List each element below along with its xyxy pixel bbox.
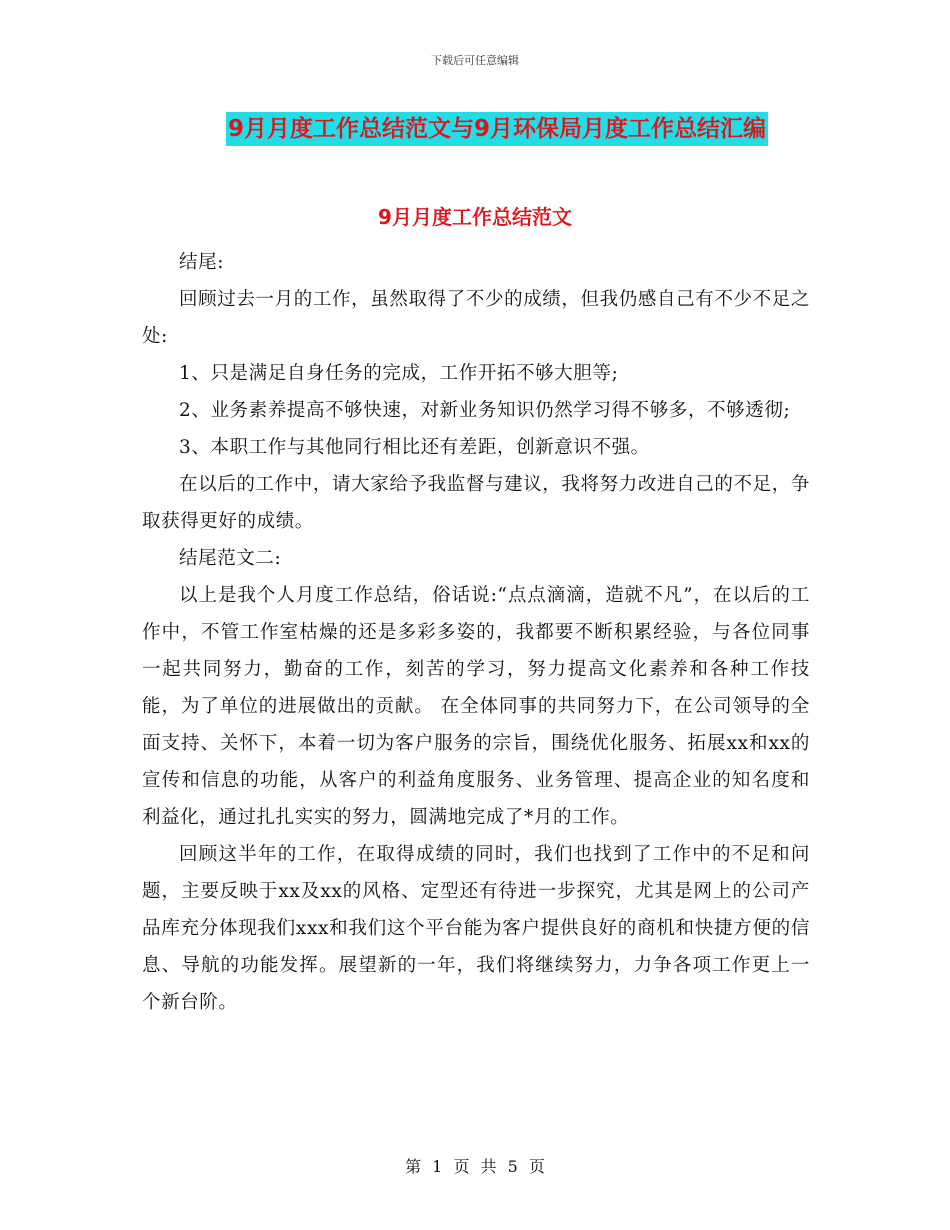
- section-title: 9月月度工作总结范文: [378, 205, 572, 229]
- paragraph-review: 回顾过去一月的工作，虽然取得了不少的成绩，但我仍感自己有不少不足之处:: [142, 289, 810, 347]
- paragraph-half-year-review: 回顾这半年的工作，在取得成绩的同时，我们也找到了工作中的不足和问题，主要反映于xx及xx的风格、定型还有待进一步探究，尤其是网上的公司产品库充分体现我们xxx和我们这个平台能为客户提供良好的商机和快捷方便的信息、导航的功能发挥。展望新的一年，我们将继续努力，力争各项工作更上一个新台阶。: [142, 844, 810, 1013]
- page-number-footer: 第 1 页 共 5 页: [405, 1157, 545, 1176]
- document-title-container: [0, 112, 950, 146]
- paragraph-point-2: 2、业务素养提高不够快速，对新业务知识仍然学习得不够多，不够透彻;: [179, 400, 791, 421]
- paragraph-future: 在以后的工作中，请大家给予我监督与建议，我将努力改进自己的不足，争取获得更好的成绩。: [142, 474, 810, 532]
- paragraph-point-1: 1、只是满足自身任务的完成，工作开拓不够大胆等;: [179, 363, 619, 384]
- document-title: 9月月度工作总结范文与9月环保局月度工作总结汇编: [226, 112, 768, 146]
- paragraph-summary: 以上是我个人月度工作总结，俗话说:“点点滴滴，造就不凡”，在以后的工作中，不管工作室枯燥的还是多彩多姿的，我都要不断积累经验，与各位同事一起共同努力，勤奋的工作，刻苦的学习，努力提高文化素养和各种工作技能，为了单位的进展做出的贡献。 在全体同事的共同努力下，在公司领导的全面支持、关怀下，本着一切为客户服务的宗旨，围绕优化服务、拓展xx和xx的宣传和信息的功能，从客户的利益角度服务、业务管理、提高企业的知名度和利益化，通过扎扎实实的努力，圆满地完成了*月的工作。: [142, 585, 810, 828]
- document-body: [142, 244, 810, 1021]
- paragraph-ending-label: 结尾:: [179, 252, 225, 273]
- paragraph-point-3: 3、本职工作与其他同行相比还有差距，创新意识不强。: [179, 437, 650, 458]
- header-note: 下载后可任意编辑: [431, 54, 519, 67]
- paragraph-ending-sample-2-label: 结尾范文二:: [179, 548, 282, 569]
